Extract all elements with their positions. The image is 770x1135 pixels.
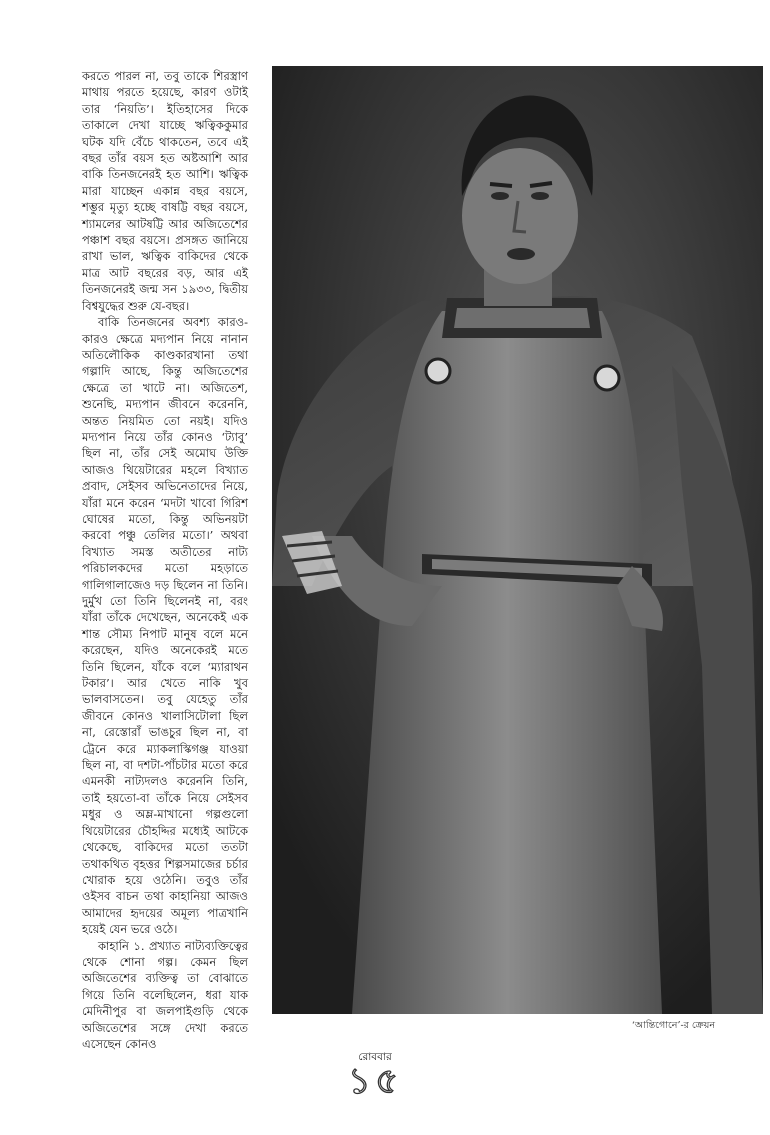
actor-head xyxy=(462,148,578,284)
brooch-right xyxy=(595,366,619,390)
page-number: ১৫ xyxy=(347,1061,403,1102)
article-paragraph: বাকি তিনজনের অবশ্য কারও-কারও ক্ষেত্রে মদ্যপান নিয়ে নানান অতিলৌকিক কাণ্ডকারখানা তথা গল্পাদি আছে, কিন্তু অজিতেশের ক্ষেত্রে তা খাটে না। অজিতেশ, শুনেছি, মদ্যপান জীবনে করেননি, অন্তত নিয়মিত তো নয়ই। যদিও মদ্যপান নিয়ে তাঁর কোনও ‘ট্যাবু’ ছিল না, তাঁর সেই অমোঘ উক্তি আজও থিয়েটারের মহলে বিখ্যাত প্রবাদ, সেইসব অভিনেতাদের নিয়ে, যাঁরা মনে করেন ‘মদটা খাবো গিরিশ ঘোষের মতো, কিন্তু অভিনয়টা করবো পঞ্চু তেলির মতো।’ অথবা বিখ্যাত সমস্ত অতীতের নাট্য পরিচালকদের মতো মহড়াতে গালিগালাজেও দড় ছিলেন না তিনি। দুর্মুখ তো তিনি ছিলেনই না, বরং যাঁরা তাঁকে দেখেছেন, অনেকেই এক শান্ত সৌম্য নিপাট মানুষ বলে মনে করেছেন, যদিও অনেকেরই মতে তিনি ছিলেন, যাঁকে বলে ‘ম্যারাথন টকার’। আর খেতে নাকি খুব ভালবাসতেন। তবু যেহেতু তাঁর জীবনে কোনও খালাসিটোলা ছিল না, রেস্তোরাঁ ভাঙচুর ছিল না, বা ট্রেনে করে ম্যাকলাস্কিগঞ্জ যাওয়া ছিল না, বা দশটা-পাঁচটার মতো করে এমনকী নাট্যদলও করেননি তিনি, তাই হয়তো-বা তাঁকে নিয়ে সেইসব মধুর ও অম্ল-মাখানো গল্পগুলো থিয়েটারের চৌহদ্দির মধ্যেই আটকে থেকেছে, বাকিদের মতো ততটা তথাকথিত বৃহত্তর শিল্পসমাজের চর্চার খোরাক হয়ে ওঠেনি। তবুও তাঁর ওইসব বাচন তথা কাহানিয়া আজও আমাদের হৃদয়ের অমূল্য পাত্রখানি হয়েই যেন ভরে ওঠে। xyxy=(82,315,248,937)
article-paragraph: করতে পারল না, তবু তাকে শিরস্ত্রাণ মাথায় পরতে হয়েছে, কারণ ওটাই তার ‘নিয়তি’। ইতিহাসের দিকে তাকালে দেখা যাচ্ছে ঋত্বিককুমার ঘটক যদি বেঁচে থাকতেন, তবে এই বছর তাঁর বয়স হত অষ্টআশি আর বাকি তিনজনেরই হত আশি। ঋত্বিক মারা যাচ্ছেন একান্ন বছর বয়সে, শম্ভুর মৃত্যু হচ্ছে বাষট্টি বছর বয়সে, শ্যামলের আটষট্টি আর অজিতেশের পঞ্চাশ বছর বয়সে। প্রসঙ্গত জানিয়ে রাখা ভাল, ঋত্বিক বাকিদের থেকে মাত্র আট বছরের বড়, আর এই তিনজনেরই জন্ম সন ১৯৩৩, দ্বিতীয় বিশ্বযুদ্ধের শুরু যে-বছর। xyxy=(82,69,248,313)
brooch-left xyxy=(426,359,450,383)
photo-caption: ‘আন্তিগোনে’-র ক্রেয়ন xyxy=(631,1020,715,1031)
article-paragraph: কাহানি ১. প্রখ্যাত নাট্যব্যক্তিত্বের থেকে শোনা গল্প। কেমন ছিল অজিতেশের ব্যক্তিত্ব তা বোঝাতে গিয়ে তিনি বলেছিলেন, ধরা যাক মেদিনীপুর বা জলপাইগুড়ি থেকে অজিতেশের সঙ্গে দেখা করতে এসেছেন কোনও xyxy=(82,938,248,1051)
actor-photograph xyxy=(272,66,763,1014)
magazine-label: রোববার xyxy=(358,1051,392,1063)
article-text-column xyxy=(82,68,248,1052)
